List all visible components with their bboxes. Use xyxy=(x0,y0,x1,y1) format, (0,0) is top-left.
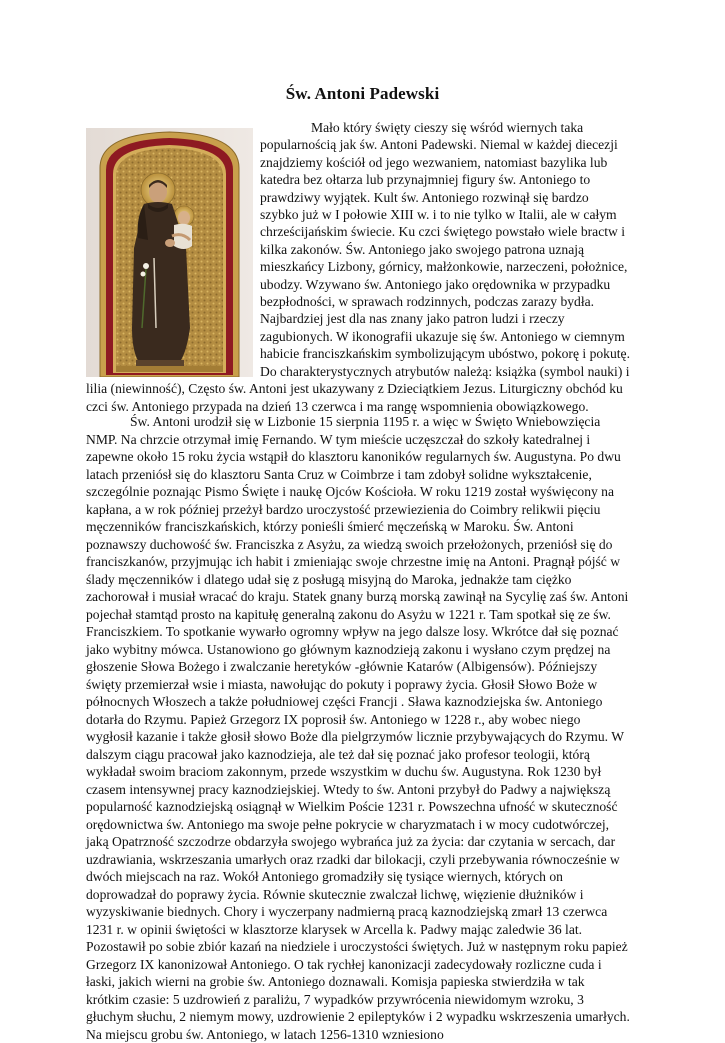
biography-paragraph xyxy=(86,413,630,1043)
intro-paragraph xyxy=(86,119,630,415)
figure-spacer xyxy=(86,119,260,375)
intro-paragraph-text: Mało który święty cieszy się wśród wiernych taka popularnością jak św. Antoni Padewski. Niemal w każdej diecezji znajdziemy kościół od jego wezwaniem, natomiast bazylika lub katedra bez ołtarza lub przynajmniej figury św. Antoniego to prawdziwy wyjątek. Kult św. Antoniego rozwinął się bardzo szybko już w I połowie XIII w. i to nie tylko w Italii, ale w całym chrześcijańskim świecie. Ku czci świętego powstało wiele bractw i kilka zakonów. Św. Antoniego jako swojego patrona uznają mieszkańcy Lizbony, górnicy, małżonkowie, narzeczeni, położnice, ubodzy. Wzywano św. Antoniego jako orędownika w przypadku bezpłodności, w sprawach rodzinnych, podczas zarazy bydła. Najbardziej jest dla nas znany jako patron ludzi i rzeczy zagubionych. W ikonografii ukazuje się św. Antoniego w ciemnym habicie franciszkańskim symbolizującym ubóstwo, pokorę i pokutę. Do charakterystycznych atrybutów należą: książka (symbol nauki) i lilia (niewinność), Często św. Antoni jest ukazywany z Dzieciątkiem Jezus. Liturgiczny obchód ku czci św. Antoniego przypada na dzień 13 czerwca i ma rangę wspomnienia obowiązkowego. xyxy=(86,120,630,414)
biography-paragraph-text: Św. Antoni urodził się w Lizbonie 15 sierpnia 1195 r. a więc w Święto Wniebowzięcia NMP. Na chrzcie otrzymał imię Fernando. W tym mieście uczęszczał do szkoły katedralnej i zapewne około 15 roku życia wstąpił do klasztoru kanoników regularnych św. Augustyna. Po dwu latach przeniósł się do klasztoru Santa Cruz w Coimbrze i tam zdobył solidne wykształcenie, szczególnie poznając Pismo Święte i naukę Ojców Kościoła. W roku 1219 został wyświęcony na kapłana, a w rok później przeżył bardzo uroczystość przewiezienia do Coimbry relikwii pięciu męczenników franciszkańskich, którzy ponieśli śmierć męczeńską w Maroku. Św. Antoni poznawszy duchowość św. Franciszka z Asyżu, za wiedzą swoich przełożonych, przeniósł się do franciszkanów, przyjmując ich habit i zmieniając swoje chrzestne imię na Antoni. Pragnął pójść w ślady męczenników i dlatego udał się z posługą misyjną do Maroka, jednakże tam ciężko zachorował i musiał wracać do kraju. Statek gnany burzą morską zawinął na Sycylię zaś św. Antoni pojechał stamtąd prosto na kapitułę generalną zakonu do Asyżu w 1221 r. Tam spotkał się ze św. Franciszkiem. To spotkanie wywarło ogromny wpływ na jego dalsze losy. Wkrótce dał się poznać jako wybitny mówca. Ustanowiono go głównym kaznodzieją zakonu i wysłano czym prędzej na głoszenie Słowa Bożego i zwalczanie heretyków -głównie Katarów (Albigensów). Późniejszy święty przemierzał wsie i miasta, nawołując do pokuty i poprawy życia. Głosił Słowo Boże w północnych Włoszech a także południowej części Francji . Sława kaznodziejska św. Antoniego dotarła do Rzymu. Papież Grzegorz IX poprosił św. Antoniego w 1228 r., aby wobec niego wygłosił kazanie i także głosił słowo Boże dla pielgrzymów licznie przybywających do Rzymu. W dalszym ciągu pracował jako kaznodzieja, ale też dał się poznać jako profesor teologii, którą wykładał swoim braciom zakonnym, przede wszystkim w duchu św. Augustyna. Rok 1230 był czasem intensywnej pracy kaznodziejskiej. Wtedy to św. Antoni przybył do Padwy a największą popularność kaznodziejską osiągnął w Wielkim Poście 1231 r. Powszechna ufność w skuteczność orędownictwa św. Antoniego ma swoje pełne pokrycie w charyzmatach i w mocy cudotwórczej, jaką Opatrzność szczodrze obdarzyła swojego wybrańca już za życia: dar czytania w sercach, dar uzdrawiania, wskrzeszania umarłych oraz rzadki dar bilokacji, czyli przebywania równocześnie w dwóch miejscach na raz. Wokół Antoniego gromadziły się tysiące wiernych, których on doprowadzał do poprawy życia. Równie skutecznie zwalczał lichwę, więzienie dłużników i wyzyskiwanie biednych. Chory i wyczerpany nadmierną pracą kaznodziejską zmarł 13 czerwca 1231 r. w opinii świętości w klasztorze klarysek w Arcella k. Padwy mając zaledwie 36 lat. Pozostawił po sobie zbiór kazań na niedziele i uroczystości świętych. Już w następnym roku papież Grzegorz IX kanonizował Antoniego. O tak rychłej kanonizacji zadecydowały rozliczne cuda i łaski, jakich wierni na grobie św. Antoniego doznawali. Komisja papieska stwierdziła w tak krótkim czasie: 5 uzdrowień z paraliżu, 7 wypadków przywrócenia niewidomym wzroku, 3 głuchym słuchu, 2 niemym mowy, uzdrowienie 2 epileptyków i 2 wypadku wskrzeszenia umarłych. Na miejscu grobu św. Antoniego, w latach 1256-1310 wzniesiono xyxy=(86,414,630,1042)
page-title: Św. Antoni Padewski xyxy=(285,84,440,103)
